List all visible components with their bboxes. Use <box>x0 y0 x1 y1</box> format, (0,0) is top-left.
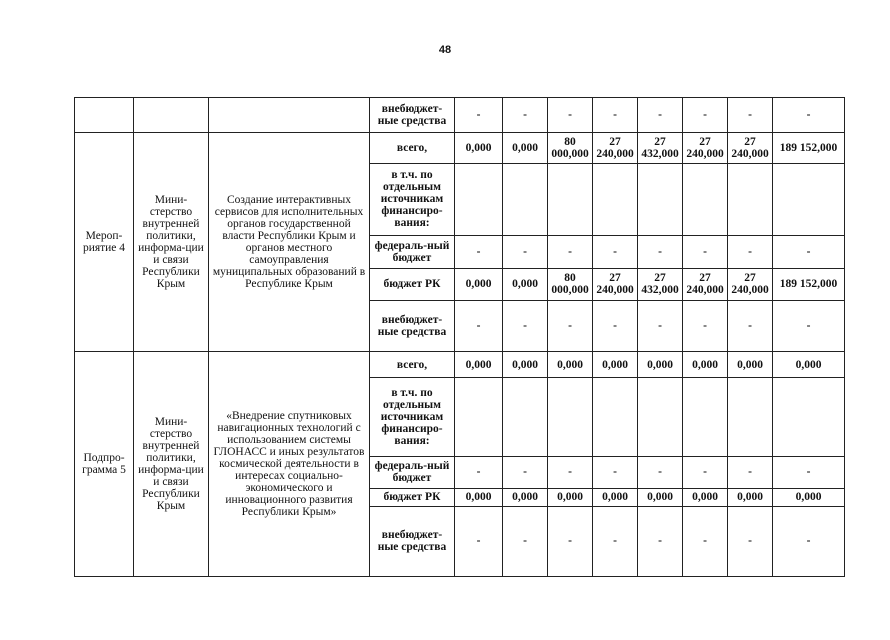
funding-source-cell: внебюджет-ные средства <box>370 98 455 133</box>
value-cell: 27 240,000 <box>728 268 773 300</box>
program-name-cell: «Внедрение спутниковых навигационных технологий с использованием системы ГЛОНАСС и иных результатов космической деятельности в интересах социально-экономического и инновационного развития Республики Крым» <box>209 352 370 577</box>
value-cell: 0,000 <box>773 352 845 378</box>
value-cell: - <box>503 98 548 133</box>
value-cell: - <box>638 300 683 352</box>
funding-source-cell: всего, <box>370 352 455 378</box>
responsible-executor-cell <box>134 98 209 133</box>
value-cell: - <box>455 235 503 268</box>
value-cell: - <box>773 235 845 268</box>
value-cell: - <box>503 456 548 488</box>
value-cell: - <box>728 98 773 133</box>
program-name-cell: Создание интерактивных сервисов для исполнительных органов государственной власти Республики Крым и органов местного самоуправления муниципальных образований в Республике Крым <box>209 133 370 352</box>
funding-source-cell: федераль-ный бюджет <box>370 456 455 488</box>
value-cell <box>683 164 728 235</box>
value-cell: - <box>728 235 773 268</box>
value-cell: 0,000 <box>638 489 683 507</box>
value-cell: 27 240,000 <box>593 268 638 300</box>
page-number: 48 <box>438 44 452 56</box>
value-cell: 0,000 <box>728 489 773 507</box>
value-cell: - <box>593 300 638 352</box>
funding-source-cell: бюджет РК <box>370 489 455 507</box>
table-row <box>75 352 845 378</box>
value-cell: 80 000,000 <box>548 268 593 300</box>
value-cell <box>548 378 593 457</box>
value-cell: - <box>455 300 503 352</box>
funding-source-cell: внебюджет-ные средства <box>370 300 455 352</box>
table-row <box>75 133 845 164</box>
value-cell: - <box>503 506 548 576</box>
value-cell: - <box>728 506 773 576</box>
value-cell: 27 432,000 <box>638 268 683 300</box>
value-cell: 0,000 <box>503 489 548 507</box>
value-cell: - <box>503 235 548 268</box>
value-cell: 0,000 <box>683 489 728 507</box>
value-cell: 0,000 <box>593 489 638 507</box>
value-cell: - <box>548 300 593 352</box>
value-cell: - <box>548 506 593 576</box>
value-cell: - <box>773 506 845 576</box>
value-cell: - <box>503 300 548 352</box>
value-cell <box>728 378 773 457</box>
value-cell: 27 240,000 <box>593 133 638 164</box>
value-cell: - <box>683 456 728 488</box>
value-cell <box>593 164 638 235</box>
value-cell: 0,000 <box>455 133 503 164</box>
value-cell <box>503 378 548 457</box>
value-cell: 27 240,000 <box>683 268 728 300</box>
value-cell: - <box>548 98 593 133</box>
value-cell: 0,000 <box>455 352 503 378</box>
value-cell <box>728 164 773 235</box>
value-cell <box>773 378 845 457</box>
value-cell: 0,000 <box>548 489 593 507</box>
value-cell: - <box>728 300 773 352</box>
funding-source-cell: в т.ч. по отдельным источникам финансиро-вания: <box>370 164 455 235</box>
value-cell: - <box>773 456 845 488</box>
value-cell: 0,000 <box>773 489 845 507</box>
value-cell: - <box>455 456 503 488</box>
value-cell: 27 240,000 <box>683 133 728 164</box>
funding-source-cell: всего, <box>370 133 455 164</box>
value-cell: 189 152,000 <box>773 268 845 300</box>
value-cell: 0,000 <box>683 352 728 378</box>
value-cell <box>455 378 503 457</box>
value-cell: 0,000 <box>503 352 548 378</box>
value-cell: - <box>455 506 503 576</box>
value-cell: 189 152,000 <box>773 133 845 164</box>
value-cell: 27 432,000 <box>638 133 683 164</box>
value-cell: - <box>548 235 593 268</box>
value-cell <box>773 164 845 235</box>
value-cell <box>593 378 638 457</box>
value-cell <box>548 164 593 235</box>
funding-source-cell: в т.ч. по отдельным источникам финансиро-вания: <box>370 378 455 457</box>
value-cell: - <box>773 98 845 133</box>
value-cell: - <box>683 235 728 268</box>
value-cell: - <box>455 98 503 133</box>
program-name-cell <box>209 98 370 133</box>
value-cell: 0,000 <box>593 352 638 378</box>
value-cell: - <box>593 235 638 268</box>
value-cell <box>638 164 683 235</box>
value-cell: 80 000,000 <box>548 133 593 164</box>
value-cell: 0,000 <box>503 268 548 300</box>
responsible-executor-cell: Мини-стерство внутренней политики, информа-ции и связи Республики Крым <box>134 352 209 577</box>
value-cell: - <box>683 300 728 352</box>
table-row <box>75 98 845 133</box>
value-cell: - <box>638 456 683 488</box>
funding-source-cell: федераль-ный бюджет <box>370 235 455 268</box>
value-cell: - <box>593 98 638 133</box>
value-cell: - <box>683 98 728 133</box>
value-cell: - <box>593 506 638 576</box>
value-cell <box>503 164 548 235</box>
program-code-cell: Мероп-риятие 4 <box>75 133 134 352</box>
value-cell: - <box>638 235 683 268</box>
responsible-executor-cell: Мини-стерство внутренней политики, информа-ции и связи Республики Крым <box>134 133 209 352</box>
value-cell: 0,000 <box>455 489 503 507</box>
value-cell <box>683 378 728 457</box>
value-cell: - <box>548 456 593 488</box>
value-cell: 0,000 <box>728 352 773 378</box>
value-cell <box>638 378 683 457</box>
value-cell: 0,000 <box>455 268 503 300</box>
value-cell: - <box>728 456 773 488</box>
value-cell: - <box>773 300 845 352</box>
value-cell: - <box>638 506 683 576</box>
value-cell: - <box>593 456 638 488</box>
value-cell <box>455 164 503 235</box>
value-cell: 27 240,000 <box>728 133 773 164</box>
value-cell: 0,000 <box>503 133 548 164</box>
value-cell: 0,000 <box>548 352 593 378</box>
value-cell: 0,000 <box>638 352 683 378</box>
value-cell: - <box>683 506 728 576</box>
value-cell: - <box>638 98 683 133</box>
budget-table <box>74 97 845 577</box>
program-code-cell: Подпро-грамма 5 <box>75 352 134 577</box>
funding-source-cell: бюджет РК <box>370 268 455 300</box>
program-code-cell <box>75 98 134 133</box>
funding-source-cell: внебюджет-ные средства <box>370 506 455 576</box>
